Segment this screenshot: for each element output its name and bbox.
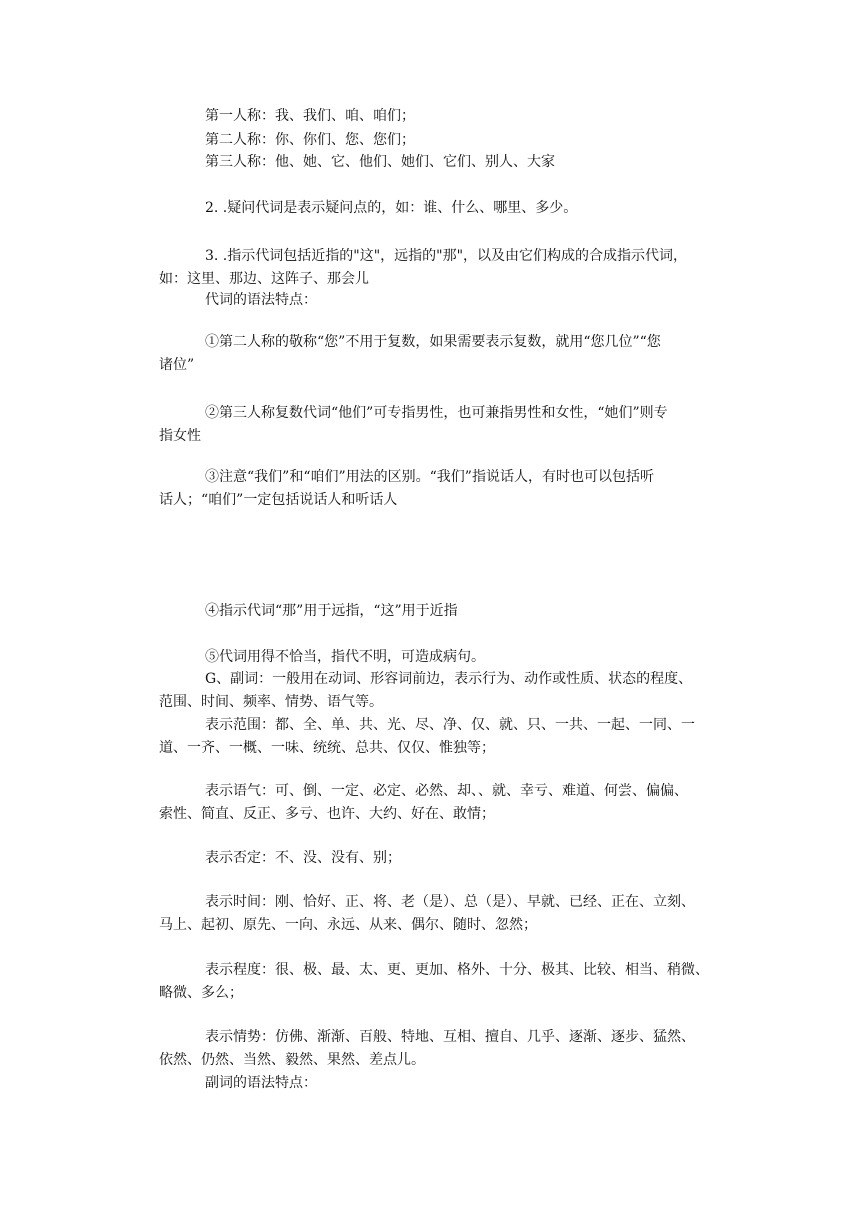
adverb-degree-line-1: 表示程度：很、极、最、太、更、更加、格外、十分、极其、比较、相当、稍微、 bbox=[205, 962, 709, 978]
pronoun-rule-3-line-1: ③注意“我们”和“咱们”用法的区别。“我们”指说话人，有时也可以包括听 bbox=[205, 469, 654, 485]
pronoun-rule-2-line-1: ②第三人称复数代词“他们”可专指男性，也可兼指男性和女性，“她们”则专 bbox=[205, 405, 668, 421]
first-person-line: 第一人称：我、我们、咱、咱们； bbox=[205, 108, 415, 124]
demonstrative-pronoun-line-1: 3. .指示代词包括近指的"这"，远指的"那"，以及由它们构成的合成指示代词， bbox=[205, 248, 688, 264]
adverb-time-line-2: 马上、起初、原先、一向、永远、从来、偶尔、随时、忽然； bbox=[159, 917, 537, 933]
adverb-mood-line-1: 表示语气：可、倒、一定、必定、必然、却、、就、幸亏、难道、何尝、偏偏、 bbox=[205, 783, 688, 799]
adverb-mood-line-2: 索性、简直、反正、多亏、也许、大约、好在、敢情； bbox=[159, 806, 495, 822]
adverb-features-heading: 副词的语法特点： bbox=[205, 1075, 317, 1091]
adverb-time-line-1: 表示时间：刚、恰好、正、将、老（是）、总（是）、早就、已经、正在、立刻、 bbox=[205, 894, 695, 910]
pronoun-rule-2-line-2: 指女性 bbox=[159, 428, 201, 444]
pronoun-rule-1-line-2: 诸位” bbox=[159, 357, 195, 373]
interrogative-pronoun-line: 2. .疑问代词是表示疑问点的，如：谁、什么、哪里、多少。 bbox=[205, 200, 578, 216]
adverb-degree-line-2: 略微、多么； bbox=[159, 985, 243, 1001]
pronoun-rule-5: ⑤代词用得不恰当，指代不明，可造成病句。 bbox=[205, 649, 485, 665]
adverb-scope-line-1: 表示范围：都、全、单、共、光、尽、净、仅、就、只、一共、一起、一同、一 bbox=[205, 717, 695, 733]
pronoun-rule-1-line-1: ①第二人称的敬称“您”不用于复数，如果需要表示复数，就用“您几位”“您 bbox=[205, 334, 661, 350]
third-person-line: 第三人称：他、她、它、他们、她们、它们、别人、大家 bbox=[205, 154, 555, 170]
adverb-definition-line-1: G、副词：一般用在动词、形容词前边，表示行为、动作或性质、状态的程度、 bbox=[205, 671, 693, 687]
demonstrative-pronoun-line-2: 如：这里、那边、这阵子、那会儿 bbox=[159, 271, 369, 287]
adverb-manner-line-2: 依然、仍然、当然、毅然、果然、差点儿。 bbox=[159, 1052, 425, 1068]
adverb-definition-line-2: 范围、时间、频率、情势、语气等。 bbox=[159, 694, 383, 710]
adverb-scope-line-2: 道、一齐、一概、一味、统统、总共、仅仅、惟独等； bbox=[159, 740, 495, 756]
adverb-negation-line: 表示否定：不、没、没有、别； bbox=[205, 850, 401, 866]
pronoun-rule-4: ④指示代词“那”用于远指，“这”用于近指 bbox=[205, 603, 458, 619]
second-person-line: 第二人称：你、你们、您、您们； bbox=[205, 132, 415, 148]
pronoun-rule-3-line-2: 话人；“咱们”一定包括说话人和听话人 bbox=[159, 492, 398, 508]
pronoun-features-heading: 代词的语法特点： bbox=[205, 292, 317, 308]
adverb-manner-line-1: 表示情势：仿佛、渐渐、百般、特地、互相、擅自、几乎、逐渐、逐步、猛然、 bbox=[205, 1029, 695, 1045]
